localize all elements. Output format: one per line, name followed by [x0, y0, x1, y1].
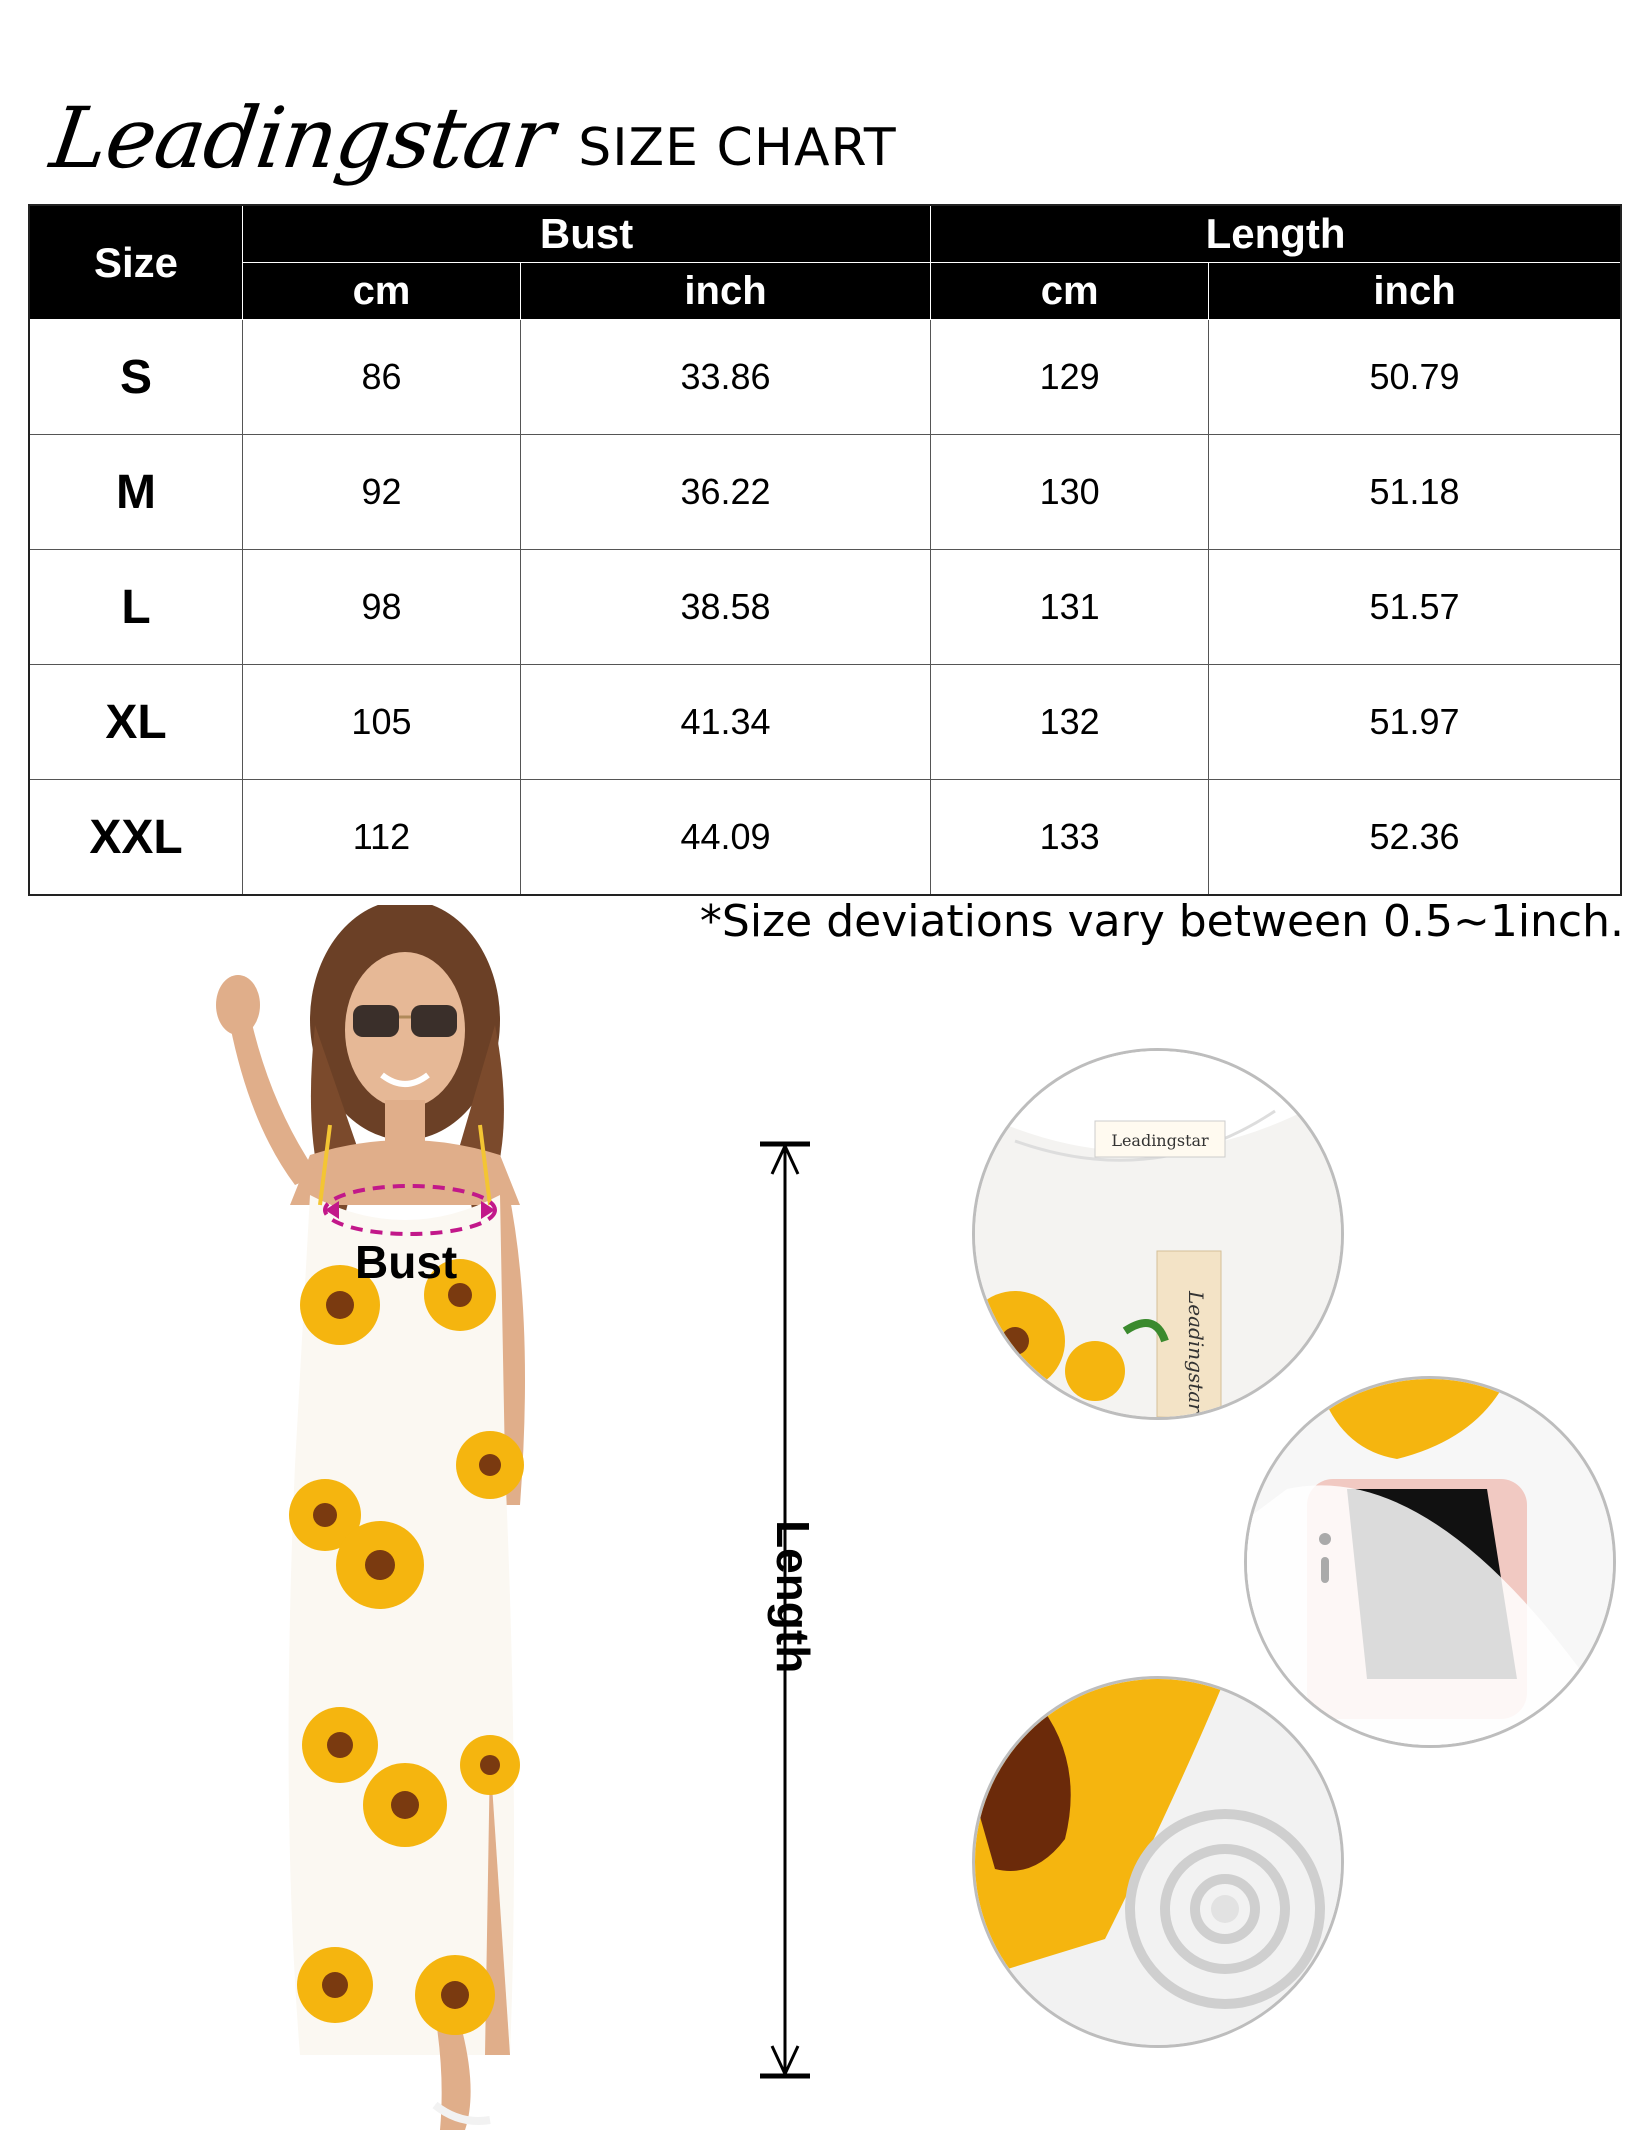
length-label-wrap [760, 1520, 880, 1720]
bust-inch-cell: 41.34 [520, 665, 930, 780]
size-deviation-note: *Size deviations vary between 0.5~1inch. [699, 896, 1624, 947]
bust-cm-cell: 98 [243, 550, 521, 665]
neck-tag-text: Leadingstar [1111, 1131, 1209, 1150]
length-inch-cell: 52.36 [1209, 780, 1621, 896]
length-cm-cell: 132 [931, 665, 1209, 780]
unit-header: inch [520, 263, 930, 320]
bust-cm-cell: 105 [243, 665, 521, 780]
table-row [29, 320, 1621, 435]
length-inch-cell: 51.18 [1209, 435, 1621, 550]
bust-cm-cell: 92 [243, 435, 521, 550]
size-cell: S [29, 320, 243, 435]
neckline-label-detail [972, 1048, 1344, 1420]
pocket-detail [1244, 1376, 1616, 1748]
header [45, 70, 897, 187]
size-table [28, 204, 1622, 896]
bust-cm-cell: 112 [243, 780, 521, 896]
bust-inch-cell: 38.58 [520, 550, 930, 665]
length-inch-cell: 51.57 [1209, 550, 1621, 665]
length-cm-cell: 131 [931, 550, 1209, 665]
table-row [29, 780, 1621, 896]
length-cm-cell: 130 [931, 435, 1209, 550]
length-cm-cell: 129 [931, 320, 1209, 435]
fabric-detail [972, 1676, 1344, 2048]
unit-header: cm [931, 263, 1209, 320]
size-cell: XL [29, 665, 243, 780]
hang-tag-text: Leadingstar [1184, 1291, 1208, 1413]
bust-inch-cell: 36.22 [520, 435, 930, 550]
page-title: SIZE CHART [578, 118, 897, 178]
unit-header: inch [1209, 263, 1621, 320]
bust-label: Bust [355, 1236, 458, 1288]
bust-group-header: Bust [243, 205, 931, 263]
length-inch-cell: 51.97 [1209, 665, 1621, 780]
size-column-header: Size [29, 205, 243, 320]
length-group-header: Length [931, 205, 1621, 263]
bust-inch-cell: 44.09 [520, 780, 930, 896]
size-cell: XXL [29, 780, 243, 896]
brand-logo: Leadingstar [45, 89, 560, 187]
table-row [29, 665, 1621, 780]
length-inch-cell: 50.79 [1209, 320, 1621, 435]
size-cell: M [29, 435, 243, 550]
bust-cm-cell: 86 [243, 320, 521, 435]
length-label: Length [767, 1520, 819, 1674]
length-cm-cell: 133 [931, 780, 1209, 896]
size-cell: L [29, 550, 243, 665]
unit-header: cm [243, 263, 521, 320]
table-row [29, 435, 1621, 550]
bust-inch-cell: 33.86 [520, 320, 930, 435]
model-photo [190, 905, 590, 2135]
table-row [29, 550, 1621, 665]
